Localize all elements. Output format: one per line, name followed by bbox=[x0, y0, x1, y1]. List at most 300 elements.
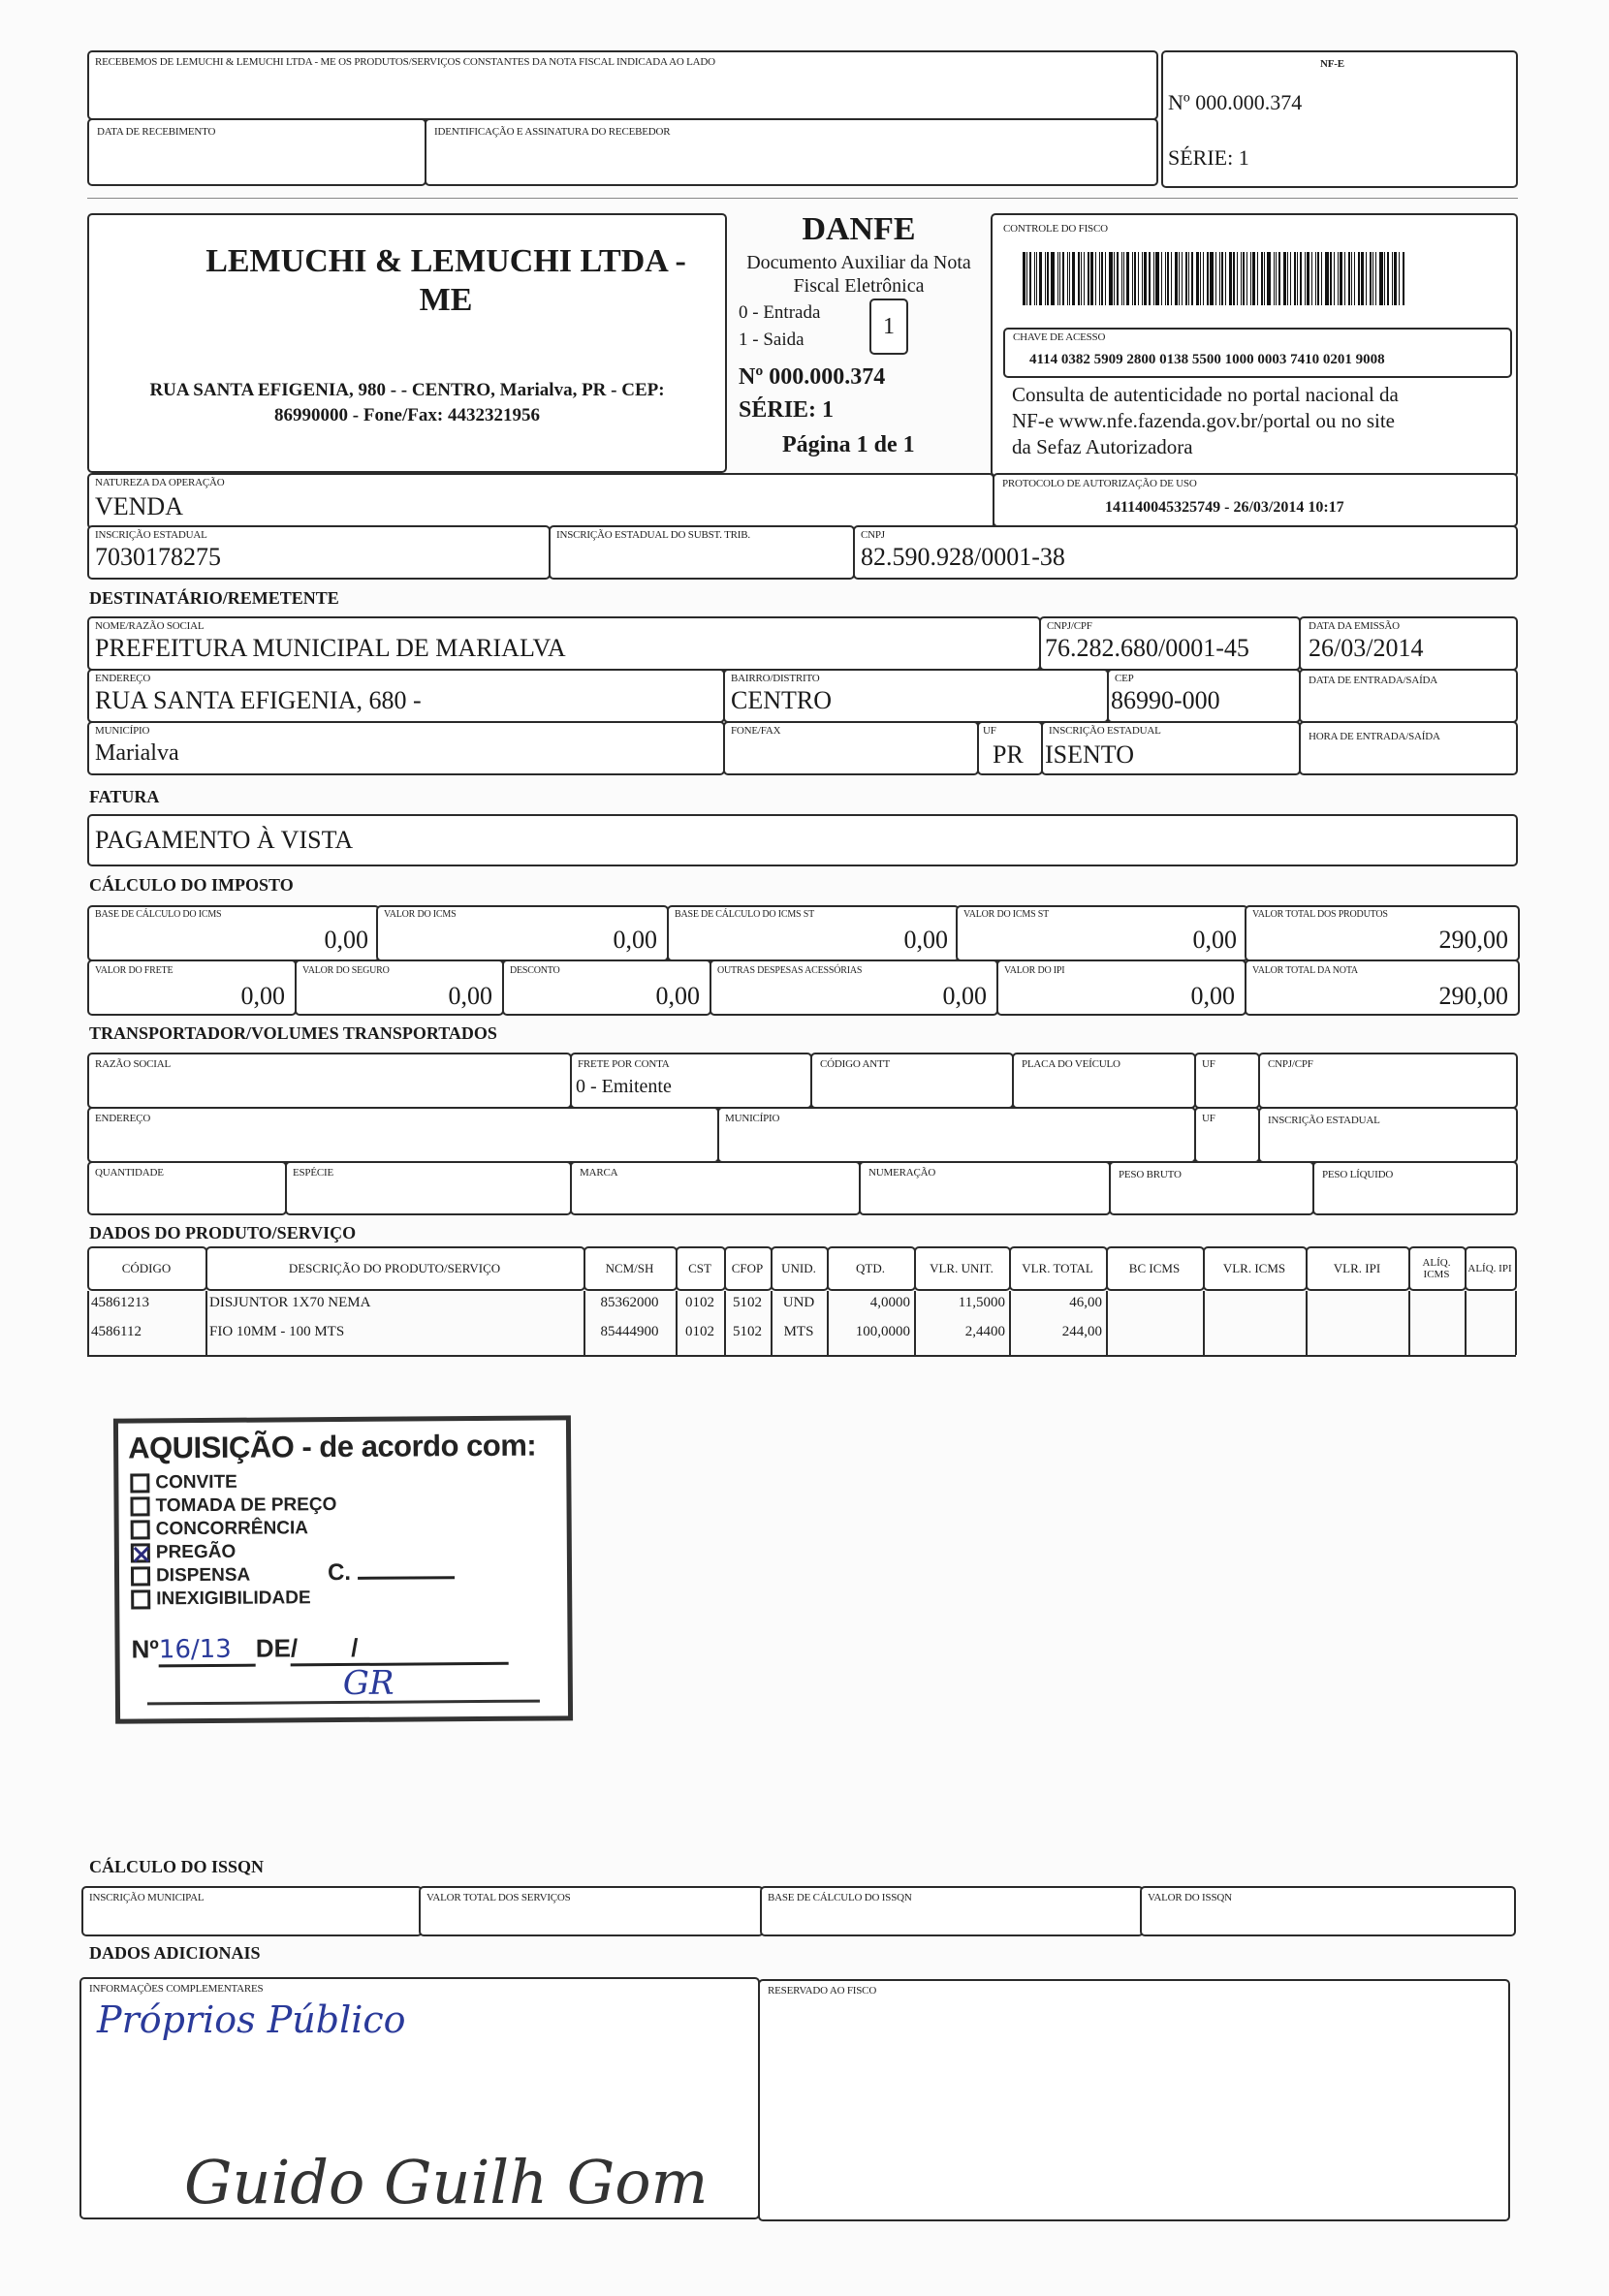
danfe-serie: SÉRIE: 1 bbox=[739, 397, 835, 423]
barcode-bar bbox=[1229, 252, 1232, 305]
protocolo-value: 141140045325749 - 26/03/2014 10:17 bbox=[1105, 499, 1344, 516]
produtos-col-divider bbox=[914, 1291, 916, 1355]
barcode-bar bbox=[1210, 252, 1214, 305]
barcode-bar bbox=[1243, 252, 1245, 305]
barcode-bar bbox=[1023, 252, 1025, 305]
barcode-bar bbox=[1095, 252, 1096, 305]
stamp-numero-value: 16/13 bbox=[159, 1635, 256, 1668]
produtos-cell: 5102 bbox=[733, 1324, 762, 1339]
issqn-cell-label: BASE DE CÁLCULO DO ISSQN bbox=[768, 1892, 912, 1903]
canhoto-assinatura-label: IDENTIFICAÇÃO E ASSINATURA DO RECEBEDOR bbox=[434, 126, 671, 138]
stamp-option-label: TOMADA DE PREÇO bbox=[155, 1494, 337, 1517]
danfe-entrada: 0 - Entrada bbox=[739, 302, 821, 323]
imposto-section-title: CÁLCULO DO IMPOSTO bbox=[89, 875, 294, 895]
produtos-header-label: ALÍQ. ICMS bbox=[1422, 1256, 1451, 1280]
danfe-saida: 1 - Saida bbox=[739, 330, 804, 350]
barcode-bar bbox=[1394, 252, 1397, 305]
stamp-option-label: INEXIGIBILIDADE bbox=[156, 1588, 311, 1610]
stamp-initials: GR bbox=[342, 1663, 394, 1704]
barcode-bar bbox=[1370, 252, 1372, 305]
transp-especie-label: ESPÉCIE bbox=[293, 1167, 333, 1179]
produtos-bottom-line bbox=[87, 1355, 1516, 1357]
canhoto-nfe-label: NF-E bbox=[1320, 58, 1344, 70]
barcode-bar bbox=[1334, 252, 1335, 305]
protocolo-label: PROTOCOLO DE AUTORIZAÇÃO DE USO bbox=[1002, 478, 1197, 489]
barcode-bar bbox=[1300, 252, 1302, 305]
produtos-col-divider bbox=[1106, 1291, 1108, 1355]
cut-line bbox=[87, 198, 1518, 199]
transp-peso-bruto-label: PESO BRUTO bbox=[1119, 1169, 1182, 1180]
barcode-bar bbox=[1384, 252, 1385, 305]
barcode-bar bbox=[1039, 252, 1042, 305]
barcode-bar bbox=[1081, 252, 1082, 305]
natureza-value: VENDA bbox=[95, 492, 183, 520]
barcode-bar bbox=[1307, 252, 1309, 305]
barcode-bar bbox=[1387, 252, 1389, 305]
barcode-bar bbox=[1144, 252, 1147, 305]
adicionais-section-title: DADOS ADICIONAIS bbox=[89, 1943, 261, 1963]
barcode-bar bbox=[1250, 252, 1251, 305]
imposto-cell-label: VALOR DO FRETE bbox=[95, 965, 174, 976]
barcode-bar bbox=[1203, 252, 1204, 305]
barcode-bar bbox=[1241, 252, 1242, 305]
imposto-cell-label: BASE DE CÁLCULO DO ICMS ST bbox=[675, 909, 814, 920]
barcode-bar bbox=[1264, 252, 1265, 305]
checkbox-checked-icon[interactable] bbox=[131, 1543, 150, 1562]
barcode-bar bbox=[1257, 252, 1258, 305]
barcode-bar bbox=[1179, 252, 1180, 305]
canhoto-data-recebimento-label: DATA DE RECEBIMENTO bbox=[97, 126, 216, 138]
barcode-bar bbox=[1358, 252, 1360, 305]
barcode-bar bbox=[1182, 252, 1183, 305]
barcode-bar bbox=[1165, 252, 1166, 305]
aquisicao-stamp bbox=[113, 1415, 573, 1723]
produtos-cell: 0102 bbox=[685, 1295, 714, 1310]
barcode-bar bbox=[1191, 252, 1193, 305]
stamp-c-text: C. bbox=[327, 1558, 352, 1587]
barcode-bar bbox=[1175, 252, 1178, 305]
barcode-bar bbox=[1149, 252, 1151, 305]
produtos-cell: 244,00 bbox=[1061, 1324, 1102, 1339]
produtos-col-divider bbox=[1203, 1291, 1205, 1355]
produtos-col-divider bbox=[827, 1291, 829, 1355]
barcode-bar bbox=[1221, 252, 1223, 305]
imposto-cell-value: 0,00 bbox=[613, 926, 657, 954]
stamp-c-line bbox=[358, 1576, 455, 1580]
barcode-bar bbox=[1233, 252, 1235, 305]
destinatario-section-title: DESTINATÁRIO/REMETENTE bbox=[89, 588, 339, 608]
barcode-bar bbox=[1225, 252, 1226, 305]
produtos-cell: 4586112 bbox=[91, 1324, 142, 1339]
barcode-bar bbox=[1034, 252, 1035, 305]
imposto-cell-label: BASE DE CÁLCULO DO ICMS bbox=[95, 909, 222, 920]
barcode-bar bbox=[1072, 252, 1075, 305]
barcode-bar bbox=[1317, 252, 1319, 305]
barcode-bar bbox=[1276, 252, 1277, 305]
barcode-bar bbox=[1142, 252, 1143, 305]
issqn-section-title: CÁLCULO DO ISSQN bbox=[89, 1857, 265, 1876]
barcode-bar bbox=[1297, 252, 1298, 305]
barcode-bar bbox=[1283, 252, 1286, 305]
barcode-bar bbox=[1029, 252, 1031, 305]
emitente-address-line2: 86990000 - Fone/Fax: 4432321956 bbox=[274, 405, 540, 425]
barcode-bar bbox=[1351, 252, 1352, 305]
barcode-bar bbox=[1403, 252, 1404, 305]
barcode-bar bbox=[1311, 252, 1312, 305]
produtos-section-title: DADOS DO PRODUTO/SERVIÇO bbox=[89, 1223, 357, 1242]
danfe-title: DANFE bbox=[802, 211, 916, 247]
dest-nome-value: PREFEITURA MUNICIPAL DE MARIALVA bbox=[95, 634, 566, 662]
barcode-bar bbox=[1161, 252, 1162, 305]
issqn-cell-label: VALOR TOTAL DOS SERVIÇOS bbox=[426, 1892, 571, 1903]
barcode-bar bbox=[1207, 252, 1209, 305]
imposto-cell-value: 0,00 bbox=[324, 926, 368, 954]
produtos-col-divider bbox=[1408, 1291, 1410, 1355]
imposto-cell-value: 290,00 bbox=[1438, 982, 1508, 1010]
stamp-option-label: PREGÃO bbox=[155, 1541, 237, 1563]
imposto-cell-label: DESCONTO bbox=[510, 965, 560, 976]
emitente-name-line2: ME bbox=[419, 282, 473, 318]
transp-quantidade-label: QUANTIDADE bbox=[95, 1167, 164, 1179]
controle-fisco-label: CONTROLE DO FISCO bbox=[1003, 223, 1108, 235]
produtos-col-divider bbox=[1306, 1291, 1308, 1355]
dest-cnpj-value: 76.282.680/0001-45 bbox=[1045, 634, 1249, 662]
imposto-cell-value: 0,00 bbox=[655, 982, 700, 1010]
barcode-bar bbox=[1090, 252, 1093, 305]
dest-ie-label: INSCRIÇÃO ESTADUAL bbox=[1049, 725, 1161, 737]
produtos-col-divider bbox=[676, 1291, 678, 1355]
transp-uf2-label: UF bbox=[1202, 1113, 1215, 1124]
barcode-bar bbox=[1101, 252, 1103, 305]
produtos-cell: UND bbox=[782, 1295, 815, 1310]
produtos-cell: DISJUNTOR 1X70 NEMA bbox=[209, 1295, 371, 1310]
imposto-cell-label: VALOR TOTAL DA NOTA bbox=[1252, 965, 1358, 976]
barcode-bar bbox=[1267, 252, 1271, 305]
imposto-cell-label: VALOR TOTAL DOS PRODUTOS bbox=[1252, 909, 1388, 920]
barcode-bar bbox=[1047, 252, 1049, 305]
stamp-option[interactable] bbox=[130, 1470, 336, 1494]
danfe-tipo-box: 1 bbox=[869, 299, 908, 355]
barcode-bar bbox=[1117, 252, 1119, 305]
consulta-text bbox=[1012, 382, 1399, 460]
transp-antt-label: CÓDIGO ANTT bbox=[820, 1058, 891, 1070]
produtos-cell: FIO 10MM - 100 MTS bbox=[209, 1324, 345, 1339]
stamp-numero-row bbox=[131, 1632, 509, 1668]
dest-cep-value: 86990-000 bbox=[1111, 686, 1220, 714]
produtos-cell: 45861213 bbox=[91, 1295, 149, 1310]
produtos-header-label: QTD. bbox=[856, 1260, 885, 1275]
barcode-bar bbox=[1069, 252, 1070, 305]
produtos-header-label: VLR. TOTAL bbox=[1022, 1260, 1093, 1275]
produtos-cell: 0102 bbox=[685, 1324, 714, 1339]
danfe-block bbox=[729, 211, 989, 473]
barcode-bar bbox=[1067, 252, 1068, 305]
info-complementares-label: INFORMAÇÕES COMPLEMENTARES bbox=[89, 1983, 264, 1995]
dest-bairro-value: CENTRO bbox=[731, 686, 832, 714]
barcode-bar bbox=[1305, 252, 1306, 305]
consulta-line1: Consulta de autenticidade no portal nacional da bbox=[1012, 383, 1399, 406]
barcode-bar bbox=[1330, 252, 1332, 305]
transp-frete-value: 0 - Emitente bbox=[576, 1076, 672, 1097]
barcode-bar bbox=[1399, 252, 1400, 305]
produtos-header-label: CÓDIGO bbox=[121, 1260, 172, 1275]
barcode-bar bbox=[1126, 252, 1129, 305]
ie-value: 7030178275 bbox=[95, 543, 221, 571]
barcode-bar bbox=[1121, 252, 1122, 305]
ie-st-label: INSCRIÇÃO ESTADUAL DO SUBST. TRIB. bbox=[556, 529, 750, 541]
barcode-bar bbox=[1252, 252, 1255, 305]
imposto-cell-value: 0,00 bbox=[1190, 982, 1235, 1010]
barcode-bar bbox=[1354, 252, 1355, 305]
barcode-bar bbox=[1134, 252, 1136, 305]
imposto-cell-value: 0,00 bbox=[942, 982, 987, 1010]
barcode-bar bbox=[1219, 252, 1220, 305]
stamp-de-label: DE bbox=[255, 1633, 292, 1663]
stamp-option[interactable] bbox=[131, 1587, 337, 1611]
produtos-header-label: VLR. ICMS bbox=[1222, 1260, 1286, 1275]
transp-endereco-box bbox=[87, 1107, 719, 1163]
transp-municipio-box bbox=[717, 1107, 1196, 1163]
produtos-header-label: ALÍQ. IPI bbox=[1467, 1262, 1512, 1274]
produtos-cell: 11,5000 bbox=[958, 1295, 1005, 1310]
barcode-bar bbox=[1078, 252, 1080, 305]
transp-numeracao-label: NUMERAÇÃO bbox=[868, 1167, 936, 1179]
produtos-cell: 85444900 bbox=[600, 1324, 659, 1339]
barcode-bar bbox=[1372, 252, 1373, 305]
transportador-section-title: TRANSPORTADOR/VOLUMES TRANSPORTADOS bbox=[89, 1023, 497, 1043]
dest-municipio-label: MUNICÍPIO bbox=[95, 725, 150, 737]
fatura-value: PAGAMENTO À VISTA bbox=[95, 826, 354, 854]
checkbox-icon[interactable] bbox=[130, 1473, 149, 1493]
barcode-bar bbox=[1325, 252, 1329, 305]
produtos-header-label: CST bbox=[688, 1260, 711, 1275]
barcode-bar bbox=[1099, 252, 1100, 305]
produtos-cell: 2,4400 bbox=[964, 1324, 1005, 1339]
barcode bbox=[1023, 252, 1498, 305]
imposto-cell-value: 0,00 bbox=[1192, 926, 1237, 954]
imposto-cell-value: 0,00 bbox=[240, 982, 285, 1010]
barcode-bar bbox=[1294, 252, 1296, 305]
canhoto-numero: Nº 000.000.374 bbox=[1168, 90, 1303, 114]
barcode-bar bbox=[1153, 252, 1154, 305]
stamp-numero-prefix: Nº bbox=[131, 1634, 159, 1664]
info-handwritten: Próprios Público bbox=[97, 1998, 406, 2041]
danfe-numero: Nº 000.000.374 bbox=[739, 364, 886, 390]
produtos-col-divider bbox=[724, 1291, 726, 1355]
barcode-bar bbox=[1237, 252, 1238, 305]
produtos-header-label: BC ICMS bbox=[1128, 1260, 1181, 1275]
barcode-bar bbox=[1132, 252, 1133, 305]
barcode-bar bbox=[1287, 252, 1288, 305]
cnpj-value: 82.590.928/0001-38 bbox=[861, 543, 1065, 571]
stamp-option[interactable] bbox=[131, 1563, 337, 1588]
barcode-bar bbox=[1185, 252, 1187, 305]
barcode-bar bbox=[1261, 252, 1263, 305]
barcode-bar bbox=[1088, 252, 1089, 305]
barcode-bar bbox=[1344, 252, 1345, 305]
reservado-fisco-label: RESERVADO AO FISCO bbox=[768, 1985, 877, 1997]
imposto-cell-label: OUTRAS DESPESAS ACESSÓRIAS bbox=[717, 965, 863, 976]
dest-municipio-box bbox=[87, 721, 725, 775]
fatura-section-title: FATURA bbox=[89, 787, 160, 806]
produtos-header-label: VLR. IPI bbox=[1333, 1260, 1381, 1275]
dest-endereco-value: RUA SANTA EFIGENIA, 680 - bbox=[95, 686, 422, 714]
dest-hora-box bbox=[1299, 721, 1518, 775]
consulta-line2[interactable]: NF-e www.nfe.fazenda.gov.br/portal ou no site bbox=[1012, 409, 1395, 432]
produtos-cell: 100,0000 bbox=[855, 1324, 910, 1339]
chave-acesso-value[interactable]: 4114 0382 5909 2800 0138 5500 1000 0003 7410 0201 9008 bbox=[1029, 352, 1385, 367]
produtos-col-divider bbox=[205, 1291, 207, 1355]
barcode-bar bbox=[1059, 252, 1060, 305]
barcode-bar bbox=[1114, 252, 1115, 305]
barcode-bar bbox=[1315, 252, 1316, 305]
checkbox-icon[interactable] bbox=[131, 1520, 150, 1539]
barcode-bar bbox=[1278, 252, 1280, 305]
barcode-bar bbox=[1290, 252, 1291, 305]
stamp-signature-line bbox=[147, 1700, 540, 1706]
barcode-bar bbox=[1026, 252, 1027, 305]
barcode-bar bbox=[1167, 252, 1169, 305]
barcode-bar bbox=[1188, 252, 1189, 305]
stamp-option-label: CONCORRÊNCIA bbox=[155, 1518, 309, 1540]
produtos-cell: MTS bbox=[783, 1324, 814, 1339]
barcode-bar bbox=[1155, 252, 1159, 305]
produtos-header-label: DESCRIÇÃO DO PRODUTO/SERVIÇO bbox=[288, 1260, 501, 1275]
checkbox-icon[interactable] bbox=[131, 1589, 150, 1609]
stamp-options bbox=[130, 1470, 337, 1611]
transp-ie-label: INSCRIÇÃO ESTADUAL bbox=[1268, 1115, 1380, 1126]
barcode-bar bbox=[1196, 252, 1199, 305]
produtos-col-divider bbox=[1465, 1291, 1467, 1355]
imposto-cell-label: VALOR DO ICMS ST bbox=[963, 909, 1050, 920]
produtos-col-divider bbox=[771, 1291, 773, 1355]
stamp-option[interactable] bbox=[131, 1540, 337, 1564]
emitente-name bbox=[87, 242, 727, 320]
checkbox-icon[interactable] bbox=[131, 1566, 150, 1586]
imposto-cell-value: 0,00 bbox=[903, 926, 948, 954]
checkbox-icon[interactable] bbox=[130, 1496, 149, 1516]
barcode-bar bbox=[1062, 252, 1064, 305]
barcode-bar bbox=[1361, 252, 1364, 305]
produtos-col-divider bbox=[1515, 1291, 1517, 1355]
stamp-c-label bbox=[328, 1558, 455, 1587]
transp-uf-label: UF bbox=[1202, 1058, 1215, 1070]
produtos-cell: 85362000 bbox=[600, 1295, 659, 1310]
stamp-title: AQUISIÇÃO - de acordo com: bbox=[127, 1428, 537, 1465]
transp-razao-label: RAZÃO SOCIAL bbox=[95, 1058, 171, 1070]
transp-marca-label: MARCA bbox=[580, 1167, 618, 1179]
barcode-bar bbox=[1246, 252, 1247, 305]
danfe-subtitle-line1: Documento Auxiliar da Nota bbox=[746, 252, 971, 273]
stamp-option-label: DISPENSA bbox=[155, 1564, 251, 1587]
barcode-bar bbox=[1215, 252, 1216, 305]
produtos-cell: 5102 bbox=[733, 1295, 762, 1310]
dest-uf-value: PR bbox=[993, 740, 1024, 769]
barcode-bar bbox=[1366, 252, 1367, 305]
barcode-bar bbox=[1171, 252, 1172, 305]
stamp-option[interactable] bbox=[131, 1517, 337, 1541]
barcode-bar bbox=[1051, 252, 1055, 305]
canhoto-received-text: RECEBEMOS DE LEMUCHI & LEMUCHI LTDA - ME OS PRODUTOS/SERVIÇOS CONSTANTES DA NOTA FISCAL INDICADA AO LADO bbox=[95, 56, 715, 68]
transp-placa-label: PLACA DO VEÍCULO bbox=[1022, 1058, 1120, 1070]
barcode-bar bbox=[1057, 252, 1058, 305]
barcode-bar bbox=[1084, 252, 1085, 305]
dest-fone-label: FONE/FAX bbox=[731, 725, 781, 737]
barcode-bar bbox=[1274, 252, 1275, 305]
transp-frete-label: FRETE POR CONTA bbox=[578, 1058, 670, 1070]
barcode-bar bbox=[1200, 252, 1201, 305]
imposto-cell-value: 0,00 bbox=[448, 982, 492, 1010]
transp-peso-liquido-label: PESO LÍQUIDO bbox=[1322, 1169, 1394, 1180]
barcode-bar bbox=[1338, 252, 1339, 305]
dest-cep-label: CEP bbox=[1115, 673, 1134, 684]
dest-hora-label: HORA DE ENTRADA/SAÍDA bbox=[1309, 731, 1440, 742]
dest-municipio-value: Marialva bbox=[95, 740, 179, 766]
emitente-name-line1: LEMUCHI & LEMUCHI LTDA - bbox=[205, 243, 686, 279]
stamp-option[interactable] bbox=[130, 1494, 336, 1518]
barcode-bar bbox=[1392, 252, 1393, 305]
barcode-bar bbox=[1123, 252, 1124, 305]
natureza-label: NATUREZA DA OPERAÇÃO bbox=[95, 477, 225, 488]
produtos-header-label: NCM/SH bbox=[605, 1260, 654, 1275]
produtos-cell: 46,00 bbox=[1069, 1295, 1102, 1310]
reservado-fisco-box bbox=[758, 1979, 1510, 2221]
emitente-address-line1: RUA SANTA EFIGENIA, 980 - - CENTRO, Marialva, PR - CEP: bbox=[149, 380, 665, 400]
dest-entrada-saida-label: DATA DE ENTRADA/SAÍDA bbox=[1309, 675, 1438, 686]
produtos-col-divider bbox=[87, 1291, 89, 1355]
produtos-header-label: CFOP bbox=[731, 1260, 764, 1275]
imposto-cell-label: VALOR DO IPI bbox=[1004, 965, 1065, 976]
transp-municipio-label: MUNICÍPIO bbox=[725, 1113, 780, 1124]
barcode-bar bbox=[1348, 252, 1350, 305]
barcode-bar bbox=[1045, 252, 1046, 305]
barcode-bar bbox=[1138, 252, 1139, 305]
imposto-cell-label: VALOR DO SEGURO bbox=[302, 965, 390, 976]
dest-nome-label: NOME/RAZÃO SOCIAL bbox=[95, 620, 205, 632]
dest-ie-value: ISENTO bbox=[1045, 740, 1134, 769]
produtos-col-divider bbox=[584, 1291, 585, 1355]
barcode-bar bbox=[1036, 252, 1037, 305]
barcode-bar bbox=[1105, 252, 1106, 305]
issqn-cell-label: INSCRIÇÃO MUNICIPAL bbox=[89, 1892, 205, 1903]
chave-acesso-label: CHAVE DE ACESSO bbox=[1013, 331, 1106, 343]
canhoto-serie: SÉRIE: 1 bbox=[1168, 145, 1249, 170]
dest-endereco-label: ENDEREÇO bbox=[95, 673, 151, 684]
dest-uf-label: UF bbox=[983, 725, 996, 737]
barcode-bar bbox=[1109, 252, 1113, 305]
barcode-bar bbox=[1375, 252, 1376, 305]
barcode-bar bbox=[1321, 252, 1322, 305]
cnpj-label: CNPJ bbox=[861, 529, 885, 541]
issqn-cell-label: VALOR DO ISSQN bbox=[1148, 1892, 1232, 1903]
dest-cnpj-label: CNPJ/CPF bbox=[1047, 620, 1092, 632]
barcode-bar bbox=[1379, 252, 1383, 305]
imposto-cell-label: VALOR DO ICMS bbox=[384, 909, 457, 920]
produtos-col-divider bbox=[1009, 1291, 1011, 1355]
ie-label: INSCRIÇÃO ESTADUAL bbox=[95, 529, 207, 541]
danfe-subtitle-line2: Fiscal Eletrônica bbox=[793, 275, 925, 297]
dest-emissao-label: DATA DA EMISSÃO bbox=[1309, 620, 1400, 632]
imposto-cell-value: 290,00 bbox=[1438, 926, 1508, 954]
produtos-cell: 4,0000 bbox=[869, 1295, 910, 1310]
produtos-header-label: VLR. UNIT. bbox=[930, 1260, 994, 1275]
barcode-bar bbox=[1340, 252, 1342, 305]
emitente-address bbox=[87, 378, 727, 428]
produtos-header-label: UNID. bbox=[781, 1260, 816, 1275]
transp-endereco-label: ENDEREÇO bbox=[95, 1113, 151, 1124]
dest-bairro-label: BAIRRO/DISTRITO bbox=[731, 673, 820, 684]
transp-cnpj-label: CNPJ/CPF bbox=[1268, 1058, 1313, 1070]
